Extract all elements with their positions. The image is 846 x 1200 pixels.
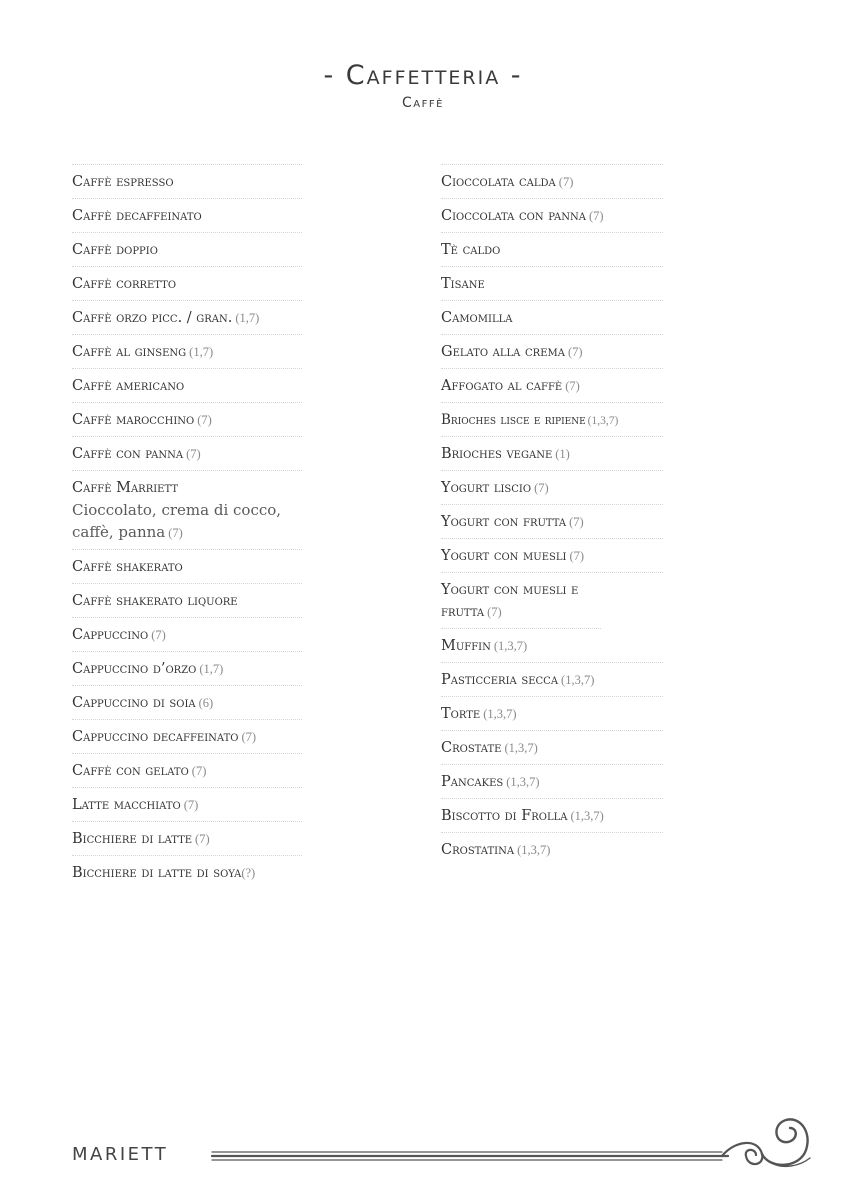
allergen-codes: (7) (195, 832, 210, 846)
allergen-codes: (7) (558, 175, 574, 189)
menu-item: Cioccolata con panna (7) (441, 199, 663, 233)
allergen-codes: (1,7) (199, 662, 224, 676)
menu-item: Yogurt con muesli e frutta (7) (441, 573, 601, 629)
menu-item: Latte macchiato (7) (72, 788, 302, 822)
allergen-codes: (1,3,7) (504, 741, 538, 755)
menu-item: Cioccolata calda (7) (441, 165, 663, 199)
allergen-codes: (7) (569, 549, 585, 563)
menu-item: Brioches lisce e ripiene (1,3,7) (441, 403, 663, 437)
allergen-codes: (1,3,7) (517, 843, 551, 857)
menu-item-description: Cioccolato, crema di cocco, caffè, panna (7) (72, 501, 282, 541)
menu-item: Yogurt con muesli (7) (441, 539, 663, 573)
menu-item: Bicchiere di latte (7) (72, 822, 302, 856)
allergen-codes: (6) (198, 696, 214, 710)
menu-item: Caffè decaffeinato (72, 199, 302, 233)
page-title: - Caffetteria - (323, 60, 523, 91)
allergen-codes: (1,7) (235, 311, 260, 325)
allergen-codes: (1,3,7) (587, 415, 619, 427)
allergen-codes: (7) (191, 764, 207, 778)
allergen-codes: (7) (569, 515, 584, 529)
menu-item: Caffè orzo picc. / gran. (1,7) (72, 301, 302, 335)
menu-item: Bicchiere di latte di soya(?) (72, 865, 256, 881)
allergen-codes: (7) (241, 730, 257, 744)
page-subtitle: Caffè (402, 95, 444, 111)
menu-item: Muffin (1,3,7) (441, 629, 663, 663)
allergen-codes: (1,3,7) (493, 639, 528, 653)
menu-column-right (441, 164, 663, 866)
menu-item: Camomilla (441, 301, 663, 335)
allergen-codes: (7) (151, 628, 166, 642)
menu-item: Tisane (441, 267, 663, 301)
menu-item: Cappuccino di soia (6) (72, 686, 302, 720)
allergen-codes: (1,3,7) (506, 775, 540, 789)
allergen-codes: (1,7) (189, 345, 214, 359)
allergen-codes: (1,3,7) (483, 707, 517, 721)
menu-header (0, 58, 846, 112)
menu-item: Caffè espresso (72, 165, 302, 199)
menu-item: Crostatina (1,3,7) (441, 842, 551, 858)
brand-logo: MARIETT (72, 1144, 169, 1165)
allergen-codes: (7) (186, 447, 201, 461)
menu-item: Cappuccino (7) (72, 618, 302, 652)
allergen-codes: (7) (487, 605, 502, 619)
menu-item: Caffè americano (72, 369, 302, 403)
allergen-codes: (1) (555, 447, 570, 461)
allergen-codes: (7) (534, 481, 549, 495)
menu-item: Caffè shakerato (72, 550, 302, 584)
menu-item: Caffè corretto (72, 267, 302, 301)
menu-item: Yogurt con frutta (7) (441, 505, 663, 539)
menu-item: Caffè con panna (7) (72, 437, 302, 471)
allergen-codes: (1,3,7) (561, 673, 595, 687)
menu-item: Torte (1,3,7) (441, 697, 663, 731)
menu-item: Affogato al caffè (7) (441, 369, 663, 403)
menu-item: Crostate (1,3,7) (441, 731, 663, 765)
menu-item: Pancakes (1,3,7) (441, 765, 663, 799)
menu-column-left (72, 164, 302, 889)
menu-item: Biscotto di Frolla (1,3,7) (441, 799, 663, 833)
allergen-codes: (?) (241, 866, 256, 880)
allergen-codes: (7) (197, 413, 212, 427)
allergen-codes: (7) (183, 798, 199, 812)
allergen-codes: (1,3,7) (570, 809, 604, 823)
allergen-codes: (7) (588, 209, 604, 223)
swirl-ornament-icon (210, 1110, 820, 1172)
menu-item: Caffè Marriett Cioccolato, crema di cocco, caffè, panna (7) (72, 471, 302, 550)
allergen-codes: (7) (567, 345, 583, 359)
menu-item: Cappuccino d’orzo (1,7) (72, 652, 302, 686)
menu-item: Brioches vegane (1) (441, 437, 663, 471)
menu-item: Cappuccino decaffeinato (7) (72, 720, 302, 754)
menu-item: Gelato alla crema (7) (441, 335, 663, 369)
menu-item: Caffè doppio (72, 233, 302, 267)
menu-item: Caffè al ginseng (1,7) (72, 335, 302, 369)
menu-item: Tè caldo (441, 233, 663, 267)
menu-item: Caffè shakerato liquore (72, 584, 302, 618)
menu-item: Caffè con gelato (7) (72, 754, 302, 788)
allergen-codes: (7) (565, 379, 580, 393)
menu-item: Caffè marocchino (7) (72, 403, 302, 437)
allergen-codes: (7) (168, 526, 183, 540)
menu-item: Yogurt liscio (7) (441, 471, 663, 505)
menu-item: Pasticceria secca (1,3,7) (441, 663, 663, 697)
